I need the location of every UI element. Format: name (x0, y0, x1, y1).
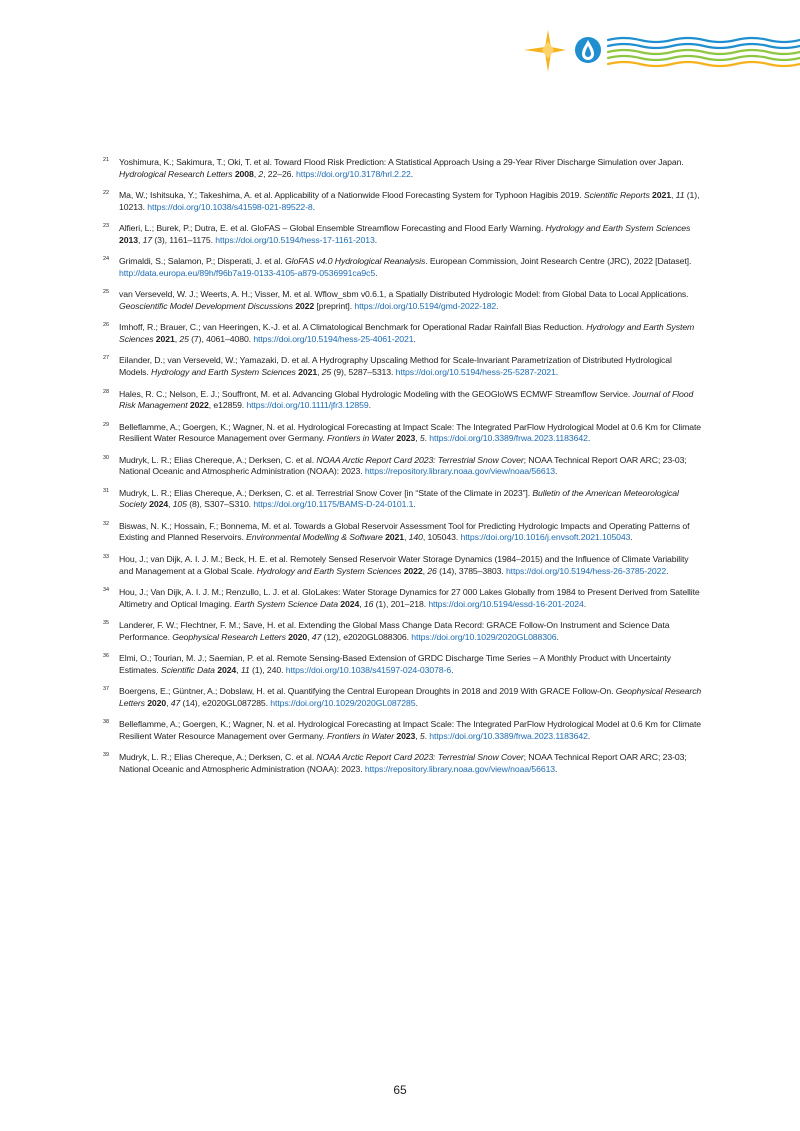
reference-text-segment: Elmi, O.; Tourian, M. J.; Saemian, P. et al. Remote Sensing-Based Extension of GRDC Discharge Time Series – A Monthly Product with Uncertainty Estimates. (119, 653, 671, 675)
reference-italic: 105 (172, 499, 187, 510)
reference-text-segment: Belleflamme, A.; Goergen, K.; Wagner, N. et al. Hydrological Forecasting at Impact Scale: The Integrated ParFlow Hydrological Model at 0.6 Km for Climate Resilient Water Resource Management over Germany. (119, 719, 701, 741)
reference-number: 25 (103, 289, 109, 296)
reference-text-segment: . (587, 433, 591, 444)
reference-italic: Frontiers in Water (326, 433, 395, 444)
reference-text-segment: (7), 4061–4080. (188, 333, 254, 344)
reference-text-segment: . (413, 333, 416, 344)
reference-number: 33 (103, 553, 109, 560)
reference-text-segment: , (404, 532, 409, 543)
reference-text (119, 389, 693, 411)
reference-text-segment: , (422, 565, 428, 576)
reference-text-segment: , (415, 730, 420, 741)
reference-year: 2022 (189, 400, 209, 411)
reference-year: 2023 (396, 730, 416, 741)
reference-italic: Hydrology and Earth System Sciences (545, 223, 691, 234)
reference-text-segment: (12), e2020GL088306. (321, 631, 412, 642)
reference-italic: 140 (408, 532, 423, 543)
reference-text-segment: . (587, 730, 591, 741)
reference-italic: Geophysical Research Letters (119, 686, 702, 708)
reference-text (119, 157, 684, 179)
reference-italic: Geoscientific Model Development Discussions (119, 300, 293, 311)
reference-italic: 47 (311, 631, 322, 642)
reference-text-segment: Biswas, N. K.; Hossain, F.; Bonnema, M. et al. Towards a Global Reservoir Assessment Tool for Predicting Hydrologic Impacts and Operating Patterns of Existing and Planned Reservoirs. (119, 520, 690, 543)
reference-italic: 17 (142, 234, 153, 245)
reference-number: 34 (103, 587, 109, 594)
reference-text-segment: , (253, 168, 259, 179)
reference-italic: Environmental Modelling & Software (246, 532, 383, 543)
reference-text-segment: . (312, 201, 315, 212)
reference-number: 30 (103, 454, 109, 461)
reference-year: 2021 (298, 367, 318, 378)
reference-text-segment: . (424, 433, 430, 444)
reference-text-segment: . (451, 664, 454, 675)
reference-text-segment: (8), S307–S310. (186, 499, 254, 510)
reference-text-segment: . (368, 400, 371, 411)
reference-item (103, 587, 703, 610)
reference-number: 21 (103, 157, 109, 163)
reference-text (119, 223, 690, 245)
reference-text-segment: . (375, 267, 378, 278)
reference-item (103, 455, 703, 478)
reference-italic: 16 (363, 598, 374, 609)
reference-text-segment: Boergens, E.; Güntner, A.; Dobslaw, H. et al. Quantifying the Central European Droughts in 2018 and 2019 With GRACE Follow-On. (119, 686, 616, 697)
reference-text-segment: , (174, 333, 180, 344)
reference-number: 36 (103, 653, 109, 660)
reference-text-segment: , (415, 433, 420, 444)
reference-text-segment: (14), 3785–3803. (436, 565, 506, 576)
reference-year: 2024 (149, 499, 169, 510)
reference-text (119, 488, 679, 510)
waves-icon (608, 38, 800, 66)
reference-text (119, 653, 671, 675)
reference-text-segment: [preprint]. (314, 300, 355, 311)
reference-text (119, 422, 701, 444)
reference-year: 2020 (288, 631, 308, 642)
reference-text-segment: , (137, 234, 143, 245)
reference-italic: 2 (258, 168, 264, 179)
reference-link[interactable]: https://doi.org/10.3389/frwa.2023.1183642 (429, 730, 588, 741)
reference-item (103, 719, 703, 742)
reference-text-segment: Grimaldi, S.; Salamon, P.; Disperati, J. et al. (119, 256, 285, 267)
reference-item (103, 521, 703, 544)
reference-text-segment: , (670, 190, 676, 201)
reference-text-segment: Yoshimura, K.; Sakimura, T.; Oki, T. et al. Toward Flood Risk Prediction: A Statistical Approach Using a 29-Year River Discharge Simulation over Japan. (119, 157, 684, 167)
reference-number: 31 (103, 487, 109, 494)
reference-number: 27 (103, 355, 109, 362)
reference-link[interactable]: https://repository.library.noaa.gov/view/noaa/56613 (364, 466, 556, 477)
sun-water-waves-logo-icon (520, 28, 800, 74)
reference-text-segment: , (236, 664, 241, 675)
reference-text-segment: Alfieri, L.; Burek, P.; Dutra, E. et al. GloFAS – Global Ensemble Streamflow Forecasting and Flood Early Warning. (119, 223, 546, 234)
reference-link[interactable]: https://doi.org/10.3389/frwa.2023.1183642 (429, 433, 588, 444)
reference-text-segment: . (630, 532, 633, 543)
reference-number: 35 (103, 620, 109, 627)
reference-list (103, 157, 703, 785)
reference-text-segment: . (666, 565, 669, 576)
reference-link[interactable]: https://doi.org/10.5194/hess-26-3785-2022 (505, 565, 667, 576)
reference-text-segment: . (374, 234, 378, 245)
reference-text (119, 521, 689, 543)
reference-text (119, 455, 687, 477)
reference-link[interactable]: https://doi.org/10.1038/s41597-024-03078-6 (285, 664, 452, 675)
reference-text-segment: van Verseveld, W. J.; Weerts, A. H.; Visser, M. et al. Wflow_sbm v0.6.1, a Spatially Distributed Hydrologic Model: from Global Data to Local Applications. (119, 289, 689, 300)
reference-italic: GloFAS v4.0 Hydrological Reanalysis (284, 256, 426, 267)
reference-text-segment: . (413, 499, 416, 510)
reference-number: 39 (103, 752, 109, 759)
reference-italic: Scientific Reports (583, 190, 650, 201)
reference-text-segment: . (555, 466, 558, 477)
reference-text-segment: (1), 240. (249, 664, 286, 675)
reference-number: 24 (103, 256, 109, 263)
reference-year: 2021 (385, 532, 404, 543)
reference-italic: 47 (170, 697, 181, 708)
water-drop-icon (575, 37, 601, 63)
reference-text-segment: ; NOAA Technical Report OAR ARC; 23-03; National Oceanic and Atmospheric Administration (NOAA): 2023. (119, 454, 687, 477)
sun-icon (524, 30, 566, 72)
reference-number: 29 (103, 421, 109, 428)
reference-link[interactable]: https://doi.org/10.1016/j.envsoft.2021.105043 (460, 532, 631, 543)
reference-link[interactable]: https://doi.org/10.1029/2020GL087285 (270, 697, 416, 708)
reference-link[interactable]: http://data.europa.eu/89h/f96b7a19-0133-4105-a879-0536991ca9c5 (119, 267, 376, 278)
reference-text-segment: , (359, 598, 364, 609)
reference-italic: 11 (675, 190, 685, 201)
reference-text-segment: Belleflamme, A.; Goergen, K.; Wagner, N. et al. Hydrological Forecasting at Impact Scale: The Integrated ParFlow Hydrological Model at 0.6 Km for Climate Resilient Water Resource Management over Germany. (119, 421, 701, 444)
reference-number: 38 (103, 719, 109, 726)
reference-year: 2013 (119, 234, 138, 245)
reference-italic: 5 (419, 433, 425, 444)
reference-italic: Hydrological Research Letters (119, 168, 233, 179)
reference-number: 23 (103, 223, 109, 230)
reference-text-segment: . (410, 168, 414, 179)
reference-text-segment: . (583, 598, 587, 609)
reference-text-segment: . (415, 697, 418, 708)
reference-italic: 11 (240, 664, 250, 675)
reference-item (103, 322, 703, 345)
reference-item (103, 289, 703, 312)
reference-item (103, 355, 703, 378)
reference-italic: NOAA Arctic Report Card 2023: Terrestrial Snow Cover (316, 752, 524, 763)
header-logo (520, 28, 800, 74)
reference-item (103, 620, 703, 643)
reference-year: 2024 (217, 664, 237, 675)
reference-text-segment: , (166, 697, 171, 708)
reference-text-segment: , (317, 367, 322, 378)
reference-text-segment: , 22–26. (263, 168, 297, 179)
reference-item (103, 488, 703, 511)
reference-text-segment: ; NOAA Technical Report OAR ARC; 23-03; National Oceanic and Atmospheric Administration (NOAA): 2023. (119, 752, 687, 774)
reference-italic: Scientific Data (160, 664, 215, 675)
reference-italic: Frontiers in Water (326, 730, 395, 741)
reference-year: 2024 (340, 598, 360, 609)
reference-italic: 25 (179, 333, 189, 344)
reference-text (119, 256, 691, 278)
reference-text-segment: . (424, 730, 430, 741)
reference-link[interactable]: https://doi.org/10.5194/essd-16-201-2024 (428, 598, 584, 609)
reference-link[interactable]: https://doi.org/10.3178/hrl.2.22 (296, 168, 411, 179)
reference-text-segment: Mudryk, L. R.; Elias Chereque, A.; Derksen, C. et al. (119, 752, 317, 763)
reference-item (103, 752, 703, 775)
reference-number: 22 (103, 190, 109, 197)
reference-italic: Journal of Flood Risk Management (119, 388, 694, 411)
reference-text-segment: , (168, 499, 173, 510)
reference-year: 2008 (234, 168, 254, 179)
reference-text-segment: Imhoff, R.; Brauer, C.; van Heeringen, K.-J. et al. A Climatological Benchmark for Operational Radar Rainfall Bias Reduction. (119, 322, 587, 333)
reference-text-segment: Mudryk, L. R.; Elias Chereque, A.; Derksen, C. et al. Terrestrial Snow Cover [in “State of the Climate in 2023”]. (119, 487, 533, 498)
reference-link[interactable]: https://doi.org/10.1038/s41598-021-89522-8 (147, 201, 313, 212)
reference-italic: Bulletin of the American Meteorological Society (119, 487, 679, 510)
reference-text-segment: , 105043. (422, 532, 461, 543)
reference-item (103, 190, 703, 213)
reference-text (119, 620, 669, 642)
reference-italic: Earth System Science Data (234, 598, 338, 609)
reference-text-segment: . (555, 764, 558, 774)
reference-text-segment: Landerer, F. W.; Flechtner, F. M.; Save, H. et al. Extending the Global Mass Change Data Record: GRACE Follow-On Instrument and Science Data Performance. (119, 620, 670, 642)
reference-text (119, 587, 700, 609)
reference-text-segment: . European Commission, Joint Research Centre (JRC), 2022 [Dataset]. (425, 256, 692, 267)
reference-text-segment: . (496, 300, 499, 311)
reference-text-segment: , (307, 631, 312, 642)
reference-year: 2021 (652, 190, 671, 201)
reference-link[interactable]: https://doi.org/10.5194/hess-25-4061-2021 (253, 333, 414, 344)
reference-text-segment: Mudryk, L. R.; Elias Chereque, A.; Derksen, C. et al. (119, 454, 317, 465)
reference-italic: Hydrology and Earth System Sciences (256, 565, 402, 576)
reference-text (119, 355, 672, 377)
reference-italic: 25 (321, 367, 332, 378)
reference-item (103, 653, 703, 676)
reference-year: 2020 (147, 697, 167, 708)
reference-year: 2023 (396, 433, 416, 444)
reference-link[interactable]: https://doi.org/10.5194/hess-25-5287-2021 (395, 367, 556, 378)
reference-link[interactable]: https://doi.org/10.5194/gmd-2022-182 (354, 300, 497, 311)
reference-text-segment: (1), 201–218. (373, 598, 429, 609)
reference-text-segment: (1), 10213. (119, 190, 700, 212)
reference-text-segment: . (556, 631, 559, 642)
reference-year: 2022 (403, 565, 423, 576)
reference-item (103, 389, 703, 412)
reference-item (103, 157, 703, 180)
reference-year: 2021 (155, 333, 175, 344)
reference-italic: Geophysical Research Letters (172, 631, 286, 642)
reference-text-segment: (14), e2020GL087285. (180, 697, 271, 708)
reference-text (119, 752, 687, 774)
reference-item (103, 422, 703, 445)
reference-item (103, 686, 703, 709)
reference-italic: Hydrology and Earth System Sciences (119, 322, 695, 344)
reference-text (119, 322, 694, 344)
reference-link[interactable]: https://doi.org/10.1175/BAMS-D-24-0101.1 (253, 499, 414, 510)
reference-text-segment: . (555, 367, 559, 378)
reference-text-segment: Hou, J.; van Dijk, A. I. J. M.; Beck, H. E. et al. Remotely Sensed Reservoir Water Storage Dynamics (1984–2015) and the Influence of Climate Variability and Management at a Global Scale. (119, 553, 689, 576)
reference-number: 28 (103, 388, 109, 395)
page-number: 65 (393, 1083, 407, 1097)
reference-text-segment: Ma, W.; Ishitsuka, Y.; Takeshima, A. et al. Applicability of a Nationwide Flood Forecasting System for Typhoon Hagibis 2019. (119, 190, 584, 201)
reference-link[interactable]: https://doi.org/10.5194/hess-17-1161-2013 (215, 234, 375, 245)
reference-italic: NOAA Arctic Report Card 2023: Terrestrial Snow Cover (316, 454, 524, 465)
reference-number: 26 (103, 322, 109, 329)
reference-text (119, 719, 701, 741)
reference-link[interactable]: https://doi.org/10.1111/jfr3.12859 (246, 400, 369, 411)
reference-text-segment: Hou, J.; Van Dijk, A. I. J. M.; Renzullo, L. J. et al. GloLakes: Water Storage Dynamics for 27 000 Lakes Globally from 1984 to Present Derived from Satellite Altimetry and Optical Imaging. (119, 587, 700, 609)
reference-text-segment: (9), 5287–5313. (331, 367, 396, 378)
reference-item (103, 554, 703, 577)
reference-item (103, 223, 703, 246)
reference-text-segment: Hales, R. C.; Nelson, E. J.; Souffront, M. et al. Advancing Global Hydrologic Modeling with the GEOGloWS ECMWF Streamflow Service. (119, 388, 633, 399)
reference-year: 2022 (295, 300, 315, 311)
reference-text-segment: Eilander, D.; van Verseveld, W.; Yamazaki, D. et al. A Hydrography Upscaling Method for Scale-Invariant Parametrization of Distributed Hydrological Models. (119, 355, 672, 378)
reference-item (103, 256, 703, 279)
reference-number: 32 (103, 520, 109, 527)
reference-text (119, 686, 701, 708)
reference-text (119, 190, 699, 212)
reference-number: 37 (103, 686, 109, 693)
reference-text-segment: , e12859. (208, 400, 247, 411)
reference-link[interactable]: https://repository.library.noaa.gov/view/noaa/56613 (364, 764, 556, 774)
reference-italic: 26 (427, 565, 437, 576)
reference-text (119, 554, 689, 576)
reference-link[interactable]: https://doi.org/10.1029/2020GL088306 (411, 631, 557, 642)
reference-italic: Hydrology and Earth System Sciences (151, 367, 296, 378)
reference-text (119, 289, 689, 311)
reference-text-segment: (3), 1161–1175. (152, 234, 216, 245)
reference-italic: 5 (419, 730, 425, 741)
